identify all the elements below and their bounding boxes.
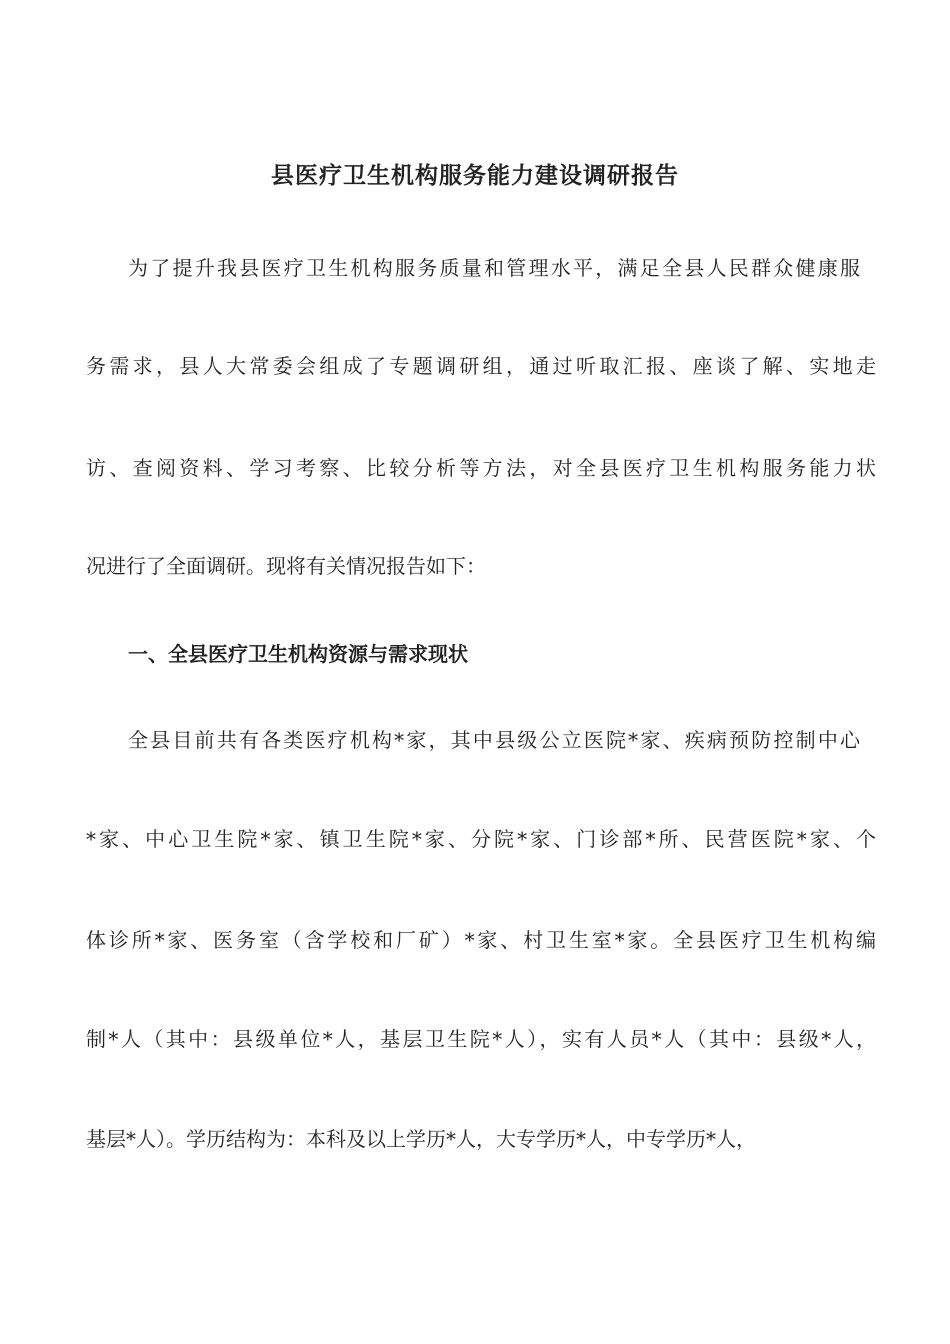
paragraph-line: 体诊所*家、医务室（含学校和厂矿）*家、村卫生室*家。全县医疗卫生机构编 bbox=[86, 928, 876, 952]
paragraph-line: 基层*人）。学历结构为：本科及以上学历*人，大专学历*人，中专学历*人， bbox=[86, 1127, 756, 1151]
section-heading: 一、全县医疗卫生机构资源与需求现状 bbox=[128, 642, 468, 666]
paragraph-line: 全县目前共有各类医疗机构*家，其中县级公立医院*家、疾病预防控制中心 bbox=[128, 728, 860, 752]
paragraph-line: 务需求，县人大常委会组成了专题调研组，通过听取汇报、座谈了解、实地走 bbox=[86, 354, 876, 378]
paragraph-line: 为了提升我县医疗卫生机构服务质量和管理水平，满足全县人民群众健康服 bbox=[128, 256, 860, 280]
paragraph-line: *家、中心卫生院*家、镇卫生院*家、分院*家、门诊部*所、民营医院*家、个 bbox=[86, 827, 876, 851]
paragraph-line: 制*人（其中：县级单位*人，基层卫生院*人），实有人员*人（其中：县级*人， bbox=[86, 1027, 876, 1051]
document-title: 县医疗卫生机构服务能力建设调研报告 bbox=[271, 162, 679, 189]
paragraph-line: 况进行了全面调研。现将有关情况报告如下： bbox=[86, 554, 486, 578]
paragraph-line: 访、查阅资料、学习考察、比较分析等方法，对全县医疗卫生机构服务能力状 bbox=[86, 456, 876, 480]
